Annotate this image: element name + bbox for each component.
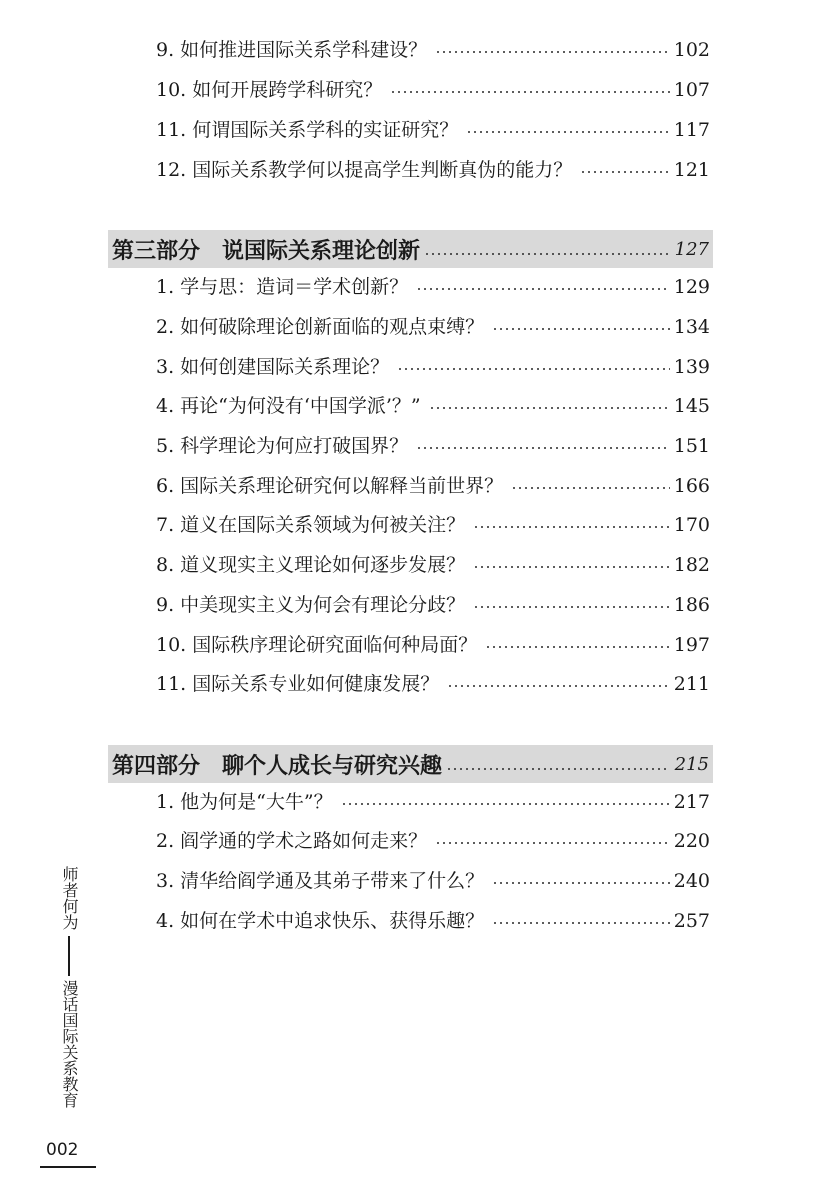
entry-title: 科学理论为何应打破国界？ xyxy=(180,434,409,457)
entry-number: 1. xyxy=(156,275,175,298)
entry-page: 197 xyxy=(673,633,710,656)
entry-title: 如何在学术中追求快乐、获得乐趣？ xyxy=(180,909,485,932)
entry-page: 121 xyxy=(673,158,710,181)
toc-entry[interactable] xyxy=(156,782,710,822)
entry-title: 何谓国际关系学科的实证研究？ xyxy=(192,118,459,141)
leader-dots xyxy=(492,922,670,924)
toc-entry[interactable] xyxy=(156,386,710,426)
toc-entry[interactable] xyxy=(156,861,710,901)
entry-number: 7. xyxy=(156,513,175,536)
leader-dots xyxy=(416,288,670,290)
entry-page: 134 xyxy=(673,315,710,338)
entry-page: 151 xyxy=(673,434,710,457)
entry-title: 再论“为何没有‘中国学派’？” xyxy=(180,394,421,417)
entry-number: 2. xyxy=(156,315,175,338)
toc-entry[interactable] xyxy=(156,901,710,941)
toc-entry[interactable] xyxy=(156,466,710,506)
leader-dots xyxy=(446,768,669,770)
entry-title: 学与思：造词＝学术创新？ xyxy=(180,275,409,298)
title-dash xyxy=(68,936,70,976)
leader-dots xyxy=(485,646,670,648)
entry-title: 国际关系理论研究何以解释当前世界？ xyxy=(180,474,504,497)
entry-number: 3. xyxy=(156,869,175,892)
leader-dots xyxy=(473,526,670,528)
entry-number: 4. xyxy=(156,909,175,932)
part-title: 第四部分 聊个人成长与研究兴趣 xyxy=(112,753,443,779)
leader-dots xyxy=(435,842,670,844)
entry-title: 如何破除理论创新面临的观点束缚？ xyxy=(180,315,485,338)
leader-dots xyxy=(511,487,670,489)
entry-number: 9. xyxy=(156,38,175,61)
entry-page: 240 xyxy=(673,869,710,892)
entry-page: 145 xyxy=(673,394,710,417)
part-page: 215 xyxy=(674,753,709,775)
leader-dots xyxy=(424,253,669,255)
entry-number: 10. xyxy=(156,633,187,656)
page-number-rule xyxy=(40,1166,96,1168)
part-heading-4[interactable] xyxy=(108,745,713,783)
entry-page: 107 xyxy=(673,78,710,101)
entry-number: 8. xyxy=(156,553,175,576)
entry-title: 如何开展跨学科研究？ xyxy=(192,78,383,101)
entry-number: 2. xyxy=(156,829,175,852)
entry-page: 211 xyxy=(673,672,710,695)
entry-page: 220 xyxy=(673,829,710,852)
entry-page: 217 xyxy=(673,790,710,813)
entry-page: 257 xyxy=(673,909,710,932)
entry-page: 117 xyxy=(673,118,710,141)
toc-entry[interactable] xyxy=(156,664,710,704)
entry-page: 139 xyxy=(673,355,710,378)
running-title-sub: 漫话国际关系教育 xyxy=(60,980,79,1108)
toc-entry[interactable] xyxy=(156,625,710,665)
entry-number: 1. xyxy=(156,790,175,813)
leader-dots xyxy=(580,171,670,173)
toc-entry[interactable] xyxy=(156,545,710,585)
entry-title: 他为何是“大牛”？ xyxy=(180,790,333,813)
page-number: 002 xyxy=(46,1140,79,1160)
leader-dots xyxy=(473,566,670,568)
part-page: 127 xyxy=(674,238,709,260)
entry-title: 国际秩序理论研究面临何种局面？ xyxy=(192,633,478,656)
running-title-main: 师者何为 xyxy=(60,866,79,930)
leader-dots xyxy=(416,447,670,449)
leader-dots xyxy=(492,328,670,330)
toc-entry[interactable] xyxy=(156,505,710,545)
entry-page: 170 xyxy=(673,513,710,536)
leader-dots xyxy=(390,91,670,93)
leader-dots xyxy=(429,407,670,409)
entry-page: 129 xyxy=(673,275,710,298)
toc-entry[interactable] xyxy=(156,821,710,861)
leader-dots xyxy=(466,131,670,133)
toc-entry[interactable] xyxy=(156,426,710,466)
toc-entry[interactable] xyxy=(156,267,710,307)
entry-number: 9. xyxy=(156,593,175,616)
entry-number: 10. xyxy=(156,78,187,101)
part-title: 第三部分 说国际关系理论创新 xyxy=(112,238,421,264)
entry-title: 道义现实主义理论如何逐步发展？ xyxy=(180,553,466,576)
leader-dots xyxy=(435,51,670,53)
entry-title: 中美现实主义为何会有理论分歧？ xyxy=(180,593,466,616)
entry-title: 国际关系教学何以提高学生判断真伪的能力？ xyxy=(192,158,573,181)
leader-dots xyxy=(447,685,670,687)
entry-title: 如何创建国际关系理论？ xyxy=(180,355,390,378)
toc-entry[interactable] xyxy=(156,30,710,70)
entry-number: 5. xyxy=(156,434,175,457)
toc-entry[interactable] xyxy=(156,70,710,110)
toc-entry[interactable] xyxy=(156,110,710,150)
running-title xyxy=(58,866,80,1112)
entry-title: 国际关系专业如何健康发展？ xyxy=(192,672,440,695)
entry-number: 11. xyxy=(156,118,187,141)
part-heading-3[interactable] xyxy=(108,230,713,268)
leader-dots xyxy=(492,882,670,884)
entry-title: 清华给阎学通及其弟子带来了什么？ xyxy=(180,869,485,892)
entry-page: 102 xyxy=(673,38,710,61)
entry-number: 12. xyxy=(156,158,187,181)
leader-dots xyxy=(341,803,670,805)
leader-dots xyxy=(397,368,670,370)
leader-dots xyxy=(473,606,670,608)
entry-title: 道义在国际关系领域为何被关注？ xyxy=(180,513,466,536)
toc-entry[interactable] xyxy=(156,347,710,387)
toc-entry[interactable] xyxy=(156,585,710,625)
toc-entry[interactable] xyxy=(156,307,710,347)
entry-title: 如何推进国际关系学科建设？ xyxy=(180,38,428,61)
entry-page: 186 xyxy=(673,593,710,616)
entry-number: 11. xyxy=(156,672,187,695)
entry-number: 3. xyxy=(156,355,175,378)
entry-page: 166 xyxy=(673,474,710,497)
entry-title: 阎学通的学术之路如何走来？ xyxy=(180,829,428,852)
entry-number: 4. xyxy=(156,394,175,417)
toc-entry[interactable] xyxy=(156,150,710,190)
entry-number: 6. xyxy=(156,474,175,497)
entry-page: 182 xyxy=(673,553,710,576)
